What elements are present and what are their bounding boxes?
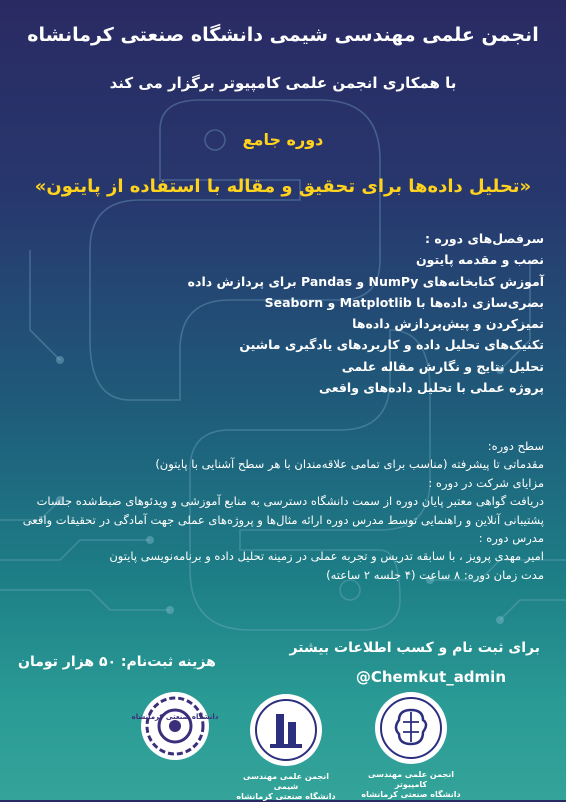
syllabus-item: تمیزکردن و پیش‌پردازش داده‌ها — [352, 316, 544, 332]
chem-logo-caption-1: انجمن علمی مهندسی شیمی — [243, 772, 329, 791]
registration-text: برای ثبت نام و کسب اطلاعات بیشتر — [289, 640, 540, 656]
chemistry-lab-icon — [248, 692, 324, 768]
comp-logo-caption-1: انجمن علمی مهندسی کامپیوتر — [368, 770, 454, 789]
syllabus-item: تکنیک‌های تحلیل داده و کاربردهای یادگیری ماشین — [239, 337, 544, 353]
registration-fee: هزینه ثبت‌نام: ۵۰ هزار تومان — [18, 654, 216, 670]
syllabus-item: نصب و مقدمه پایتون — [415, 252, 544, 268]
university-seal-icon — [139, 690, 211, 762]
benefit-item: دریافت گواهی معتبر پایان دوره از سمت دانشگاه دسترسی به منابع آموزشی و ویدئوهای ضبط‌شده جلسات — [36, 494, 544, 509]
syllabus-section — [24, 228, 544, 398]
collaboration-subtitle: با همکاری انجمن علمی کامپیوتر برگزار می کند — [109, 74, 457, 92]
course-type: دوره جامع — [242, 130, 324, 149]
syllabus-item: بصری‌سازی داده‌ها با Matplotlib و Seaborn — [264, 294, 544, 310]
university-logo — [130, 690, 220, 722]
level-text: مقدماتی تا پیشرفته (مناسب برای تمامی علاقه‌مندان با هر سطح آشنایی با پایتون) — [155, 457, 544, 472]
university-logo-caption: دانشگاه صنعتی کرمانشاه — [131, 713, 219, 721]
benefit-item: پشتیبانی آنلاین و راهنمایی توسط مدرس دوره ارائه مثال‌ها و پروژه‌های عملی جهت آمادگی در تحقیقات واقعی — [22, 512, 544, 527]
organizer-title: انجمن علمی مهندسی شیمی دانشگاه صنعتی کرمانشاه — [27, 24, 539, 46]
computer-association-logo — [356, 690, 466, 800]
benefits-heading: مزایای شرکت در دوره : — [428, 475, 544, 490]
chem-logo-caption-2: دانشگاه صنعتی کرمانشاه — [236, 792, 336, 801]
level-heading: سطح دوره: — [487, 439, 544, 453]
telegram-handle-link[interactable]: @Chemkut_admin — [355, 668, 506, 686]
duration-text: مدت زمان دوره: ۸ ساعت (۴ جلسه ۲ ساعته) — [326, 567, 544, 582]
course-details — [14, 437, 544, 584]
chem-association-logo — [236, 692, 336, 802]
syllabus-item: آموزش کتابخانه‌های NumPy و Pandas برای پردازش داده — [187, 273, 544, 289]
comp-logo-caption-2: دانشگاه صنعتی کرمانشاه — [361, 790, 461, 799]
syllabus-heading: سرفصل‌های دوره : — [424, 231, 544, 246]
course-title: «تحلیل داده‌ها برای تحقیق و مقاله با استفاده از پایتون» — [34, 176, 532, 197]
instructor-text: امیر مهدی پرویز ، با سابقه تدریس و تجربه عملی در زمینه تحلیل داده و برنامه‌نویسی پایتون — [109, 549, 544, 564]
ai-brain-icon — [373, 690, 449, 766]
syllabus-item: پروژه عملی با تحلیل داده‌های واقعی — [319, 380, 544, 396]
syllabus-item: تحلیل نتایج و نگارش مقاله علمی — [341, 358, 544, 374]
instructor-heading: مدرس دوره : — [478, 531, 544, 546]
